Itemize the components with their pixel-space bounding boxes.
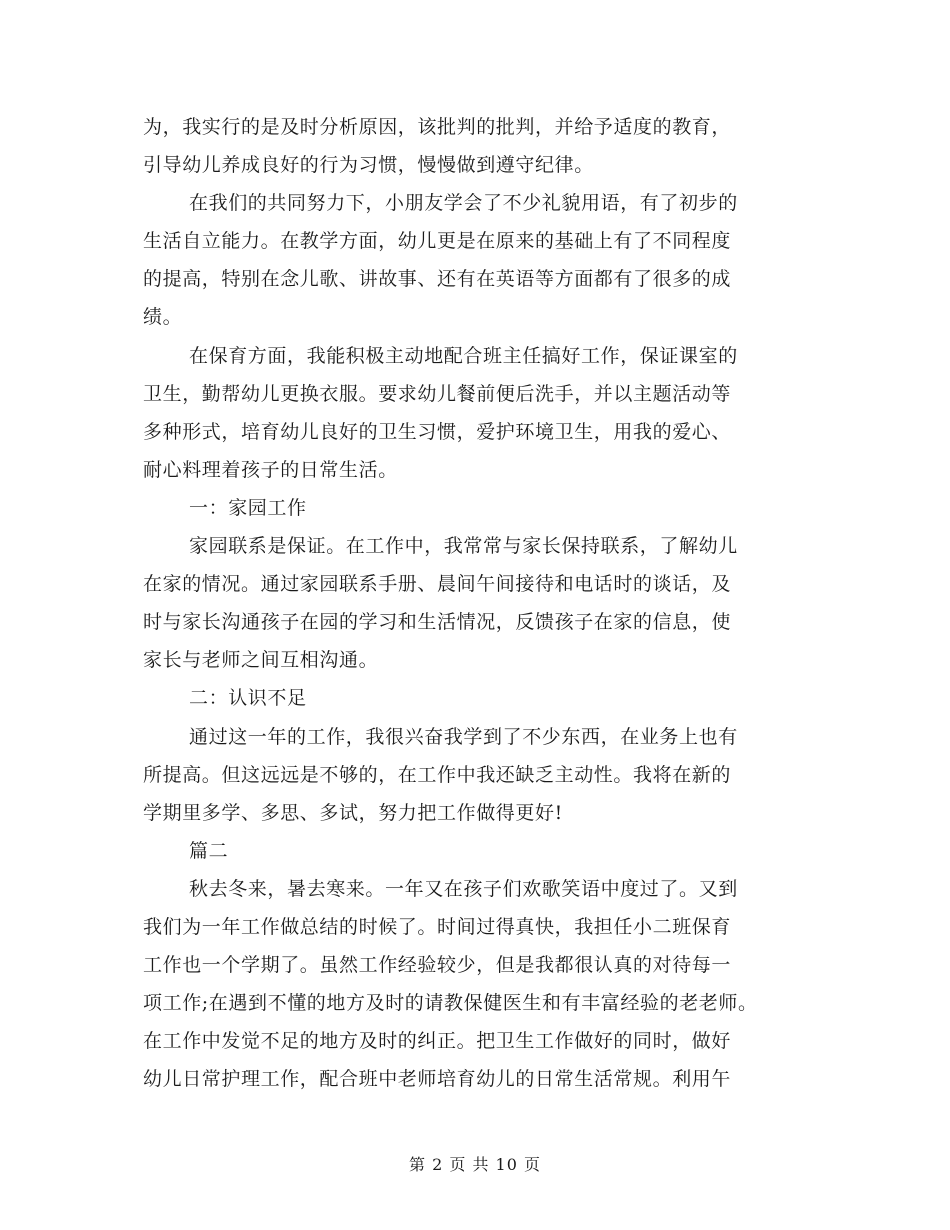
text-line: 生活自立能力。在教学方面，幼儿更是在原来的基础上有了不同程度 (143, 230, 732, 253)
text-line: 在家的情况。通过家园联系手册、晨间午间接待和电话时的谈话，及 (143, 573, 732, 596)
text-line: 一：家园工作 (189, 496, 307, 519)
text-line: 为，我实行的是及时分析原因，该批判的批判，并给予适度的教育， (143, 116, 732, 138)
text-line: 时与家长沟通孩子在园的学习和生活情况，反馈孩子在家的信息，使 (143, 611, 732, 634)
text-line: 二：认识不足 (189, 687, 307, 710)
page-number: 第 2 页 共 10 页 (409, 1155, 541, 1174)
text-line: 学期里多学、多思、多试，努力把工作做得更好! (143, 801, 563, 824)
text-line: 引导幼儿养成良好的行为习惯，慢慢做到遵守纪律。 (143, 154, 594, 177)
text-line: 我们为一年工作做总结的时候了。时间过得真快，我担任小二班保育 (143, 915, 732, 938)
text-line: 通过这一年的工作，我很兴奋我学到了不少东西，在业务上也有 (189, 725, 738, 748)
text-line: 的提高，特别在念儿歌、讲故事、还有在英语等方面都有了很多的成 (143, 268, 732, 291)
text-line: 家长与老师之间互相沟通。 (143, 649, 379, 672)
text-line: 项工作;在遇到不懂的地方及时的请教保健医生和有丰富经验的老老师。 (143, 992, 758, 1015)
document-body (143, 108, 843, 1098)
text-line: 卫生，勤帮幼儿更换衣服。要求幼儿餐前便后洗手，并以主题活动等 (143, 382, 732, 405)
text-line: 多种形式，培育幼儿良好的卫生习惯，爱护环境卫生，用我的爱心、 (143, 420, 732, 443)
text-line: 所提高。但这远远是不够的，在工作中我还缺乏主动性。我将在新的 (143, 763, 732, 786)
text-line: 家园联系是保证。在工作中，我常常与家长保持联系，了解幼儿 (189, 535, 738, 558)
page-footer (0, 1152, 950, 1175)
text-line: 绩。 (143, 306, 183, 329)
text-line: 在保育方面，我能积极主动地配合班主任搞好工作，保证课室的 (189, 344, 738, 367)
text-line: 在我们的共同努力下，小朋友学会了不少礼貌用语，有了初步的 (189, 192, 738, 215)
text-line: 工作也一个学期了。虽然工作经验较少，但是我都很认真的对待每一 (143, 954, 732, 977)
text-line: 篇二 (189, 839, 229, 862)
text-line: 耐心料理着孩子的日常生活。 (143, 458, 398, 481)
text-line: 秋去冬来，暑去寒来。一年又在孩子们欢歌笑语中度过了。又到 (189, 877, 738, 900)
text-line: 在工作中发觉不足的地方及时的纠正。把卫生工作做好的同时，做好 (143, 1030, 732, 1053)
text-line: 幼儿日常护理工作，配合班中老师培育幼儿的日常生活常规。利用午 (143, 1068, 732, 1091)
